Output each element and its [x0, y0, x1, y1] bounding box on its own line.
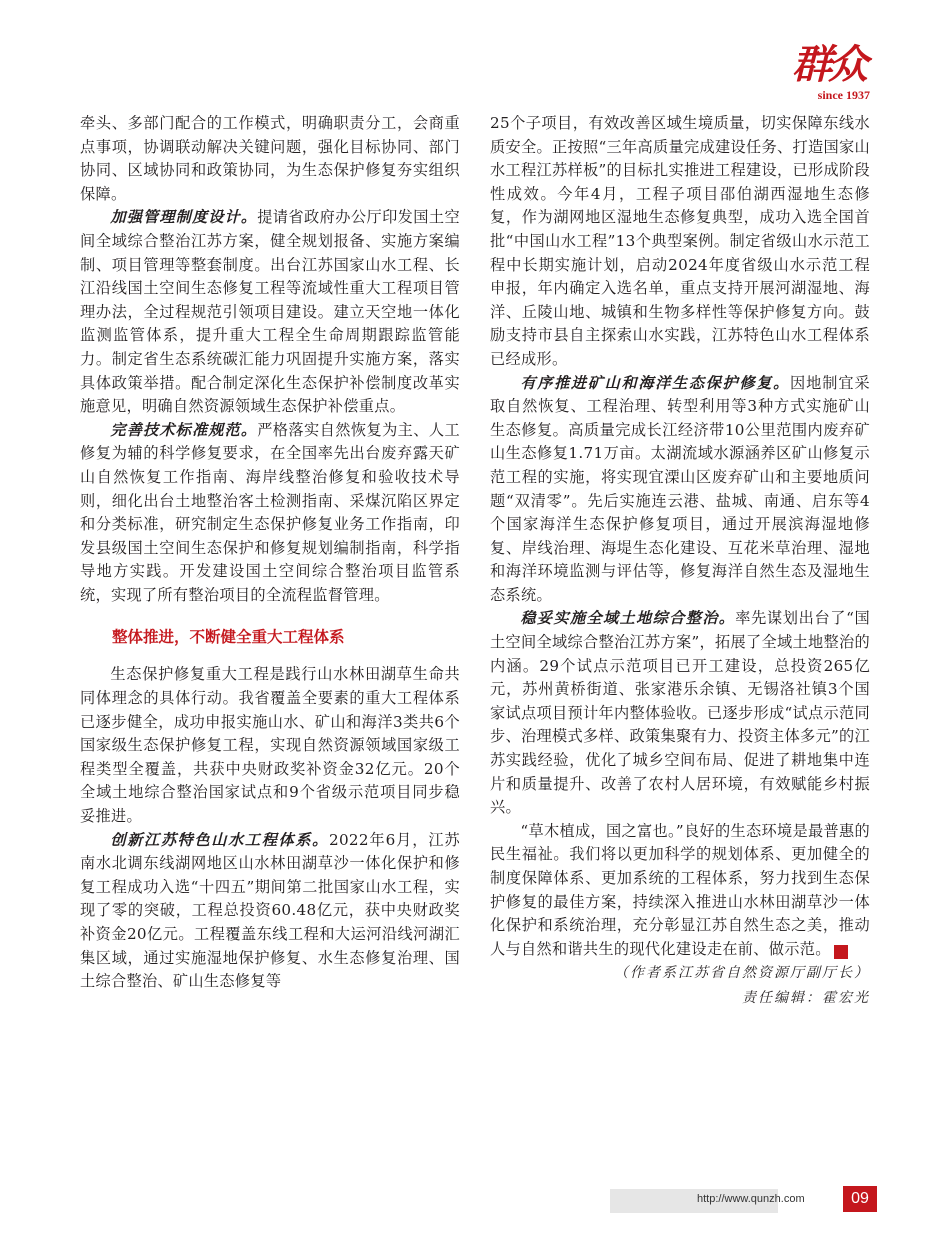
paragraph	[80, 419, 460, 608]
paragraph	[490, 372, 870, 608]
editor-credit: 责任编辑：霍宏光	[742, 990, 870, 1007]
masthead-logo	[760, 40, 870, 100]
end-mark-icon: 群	[834, 945, 848, 959]
author-credit: （作者系江苏省自然资源厅副厅长）	[614, 965, 870, 982]
paragraph-body: 严格落实自然恢复为主、人工修复为辅的科学修复要求，在全国率先出台废弃露天矿山自然恢复工作指南、海岸线整治修复和验收技术导则，细化出台土地整治客土检测指南、采煤沉陷区界定和分类标准，研究制定生态保护修复业务工作指南，印发县级国土空间生态保护和修复规划编制指南，科学指导地方实践。开发建设国土空间综合整治项目监管系统，实现了所有整治项目的全流程监督管理。	[80, 420, 460, 604]
paragraph-lead: 有序推进矿山和海洋生态保护修复。	[520, 373, 790, 392]
paragraph: 25个子项目，有效改善区域生境质量，切实保障东线水质安全。正按照“三年高质量完成建设任务、打造国家山水工程江苏样板”的目标扎实推进工程建设，已形成阶段性成效。今年4月，工程子项目邵伯湖西湿地生态修复，作为湖网地区湿地生态修复典型，成功入选全国首批“中国山水工程”13个典型案例。制定省级山水示范工程中长期实施计划，启动2024年度省级山水示范工程申报，年内确定入选名单，重点支持开展河湖湿地、海洋、丘陵山地、城镇和生物多样性等保护修复方向。鼓励支持市县自主探索山水实践，江苏特色山水工程体系已经成形。	[490, 114, 870, 368]
paragraph-body: 提请省政府办公厅印发国土空间全域综合整治江苏方案，健全规划报备、实施方案编制、项目管理等整套制度。出台江苏国家山水工程、长江沿线国土空间生态修复工程等流域性重大工程项目管理办法，全过程规范引领项目建设。建立天空地一体化监测监管体系，提升重大工程全生命周期跟踪监管能力。制定省生态系统碳汇能力巩固提升实施方案，落实具体政策举措。配合制定深化生态保护补偿制度改革实施意见，明确自然资源领域生态保护补偿重点。	[80, 208, 460, 416]
paragraph-lead: 完善技术标准规范。	[110, 420, 258, 439]
paragraph-body: “草木植成，国之富也。”良好的生态环境是最普惠的民生福祉。我们将以更加科学的规划体系、更加健全的制度保障体系、更加系统的工程体系，努力找到生态保护修复的最佳方案，持续深入推进山水林田湖草沙一体化保护和系统治理，充分彰显江苏自然生态之美，推动人与自然和谐共生的现代化建设走在前、做示范。	[490, 821, 870, 958]
paragraph	[80, 206, 460, 418]
paragraph-lead: 创新江苏特色山水工程体系。	[110, 830, 329, 849]
paragraph: 牵头、多部门配合的工作模式，明确职责分工，会商重点事项，协调联动解决关键问题，强化目标协同、部门协同、区域协同和政策协同，为生态保护修复夯实组织保障。	[80, 114, 460, 203]
paragraph: 生态保护修复重大工程是践行山水林田湖草生命共同体理念的具体行动。我省覆盖全要素的重大工程体系已逐步健全，成功申报实施山水、矿山和海洋3类共6个国家级生态保护修复工程，实现自然资源领域国家级工程类型全覆盖，共获中央财政奖补资金32亿元。20个全域土地综合整治国家试点和9个省级示范项目同步稳妥推进。	[80, 665, 460, 826]
footer-url[interactable]: http://www.qunzh.com	[697, 1193, 805, 1205]
right-column	[490, 112, 876, 1011]
brand-wordmark: 群众	[792, 41, 864, 88]
paragraph	[80, 829, 460, 994]
since-label: since 1937	[817, 88, 870, 102]
paragraph-body: 因地制宜采取自然恢复、工程治理、转型利用等3种方式实施矿山生态修复。高质量完成长江经济带10公里范围内废弃矿山生态修复1.71万亩。太湖流域水源涵养区矿山修复示范工程的实施，将实现宜溧山区废弃矿山和主要地质问题“双清零”。先后实施连云港、盐城、南通、启东等4个国家海洋生态保护修复项目，通过开展滨海湿地修复、岸线治理、海堤生态化建设、互花米草治理、湿地和海洋环境监测与评估等，修复海洋自然生态及湿地生态系统。	[490, 373, 871, 604]
paragraph	[490, 607, 870, 819]
paragraph-body: 2022年6月，江苏南水北调东线湖网地区山水林田湖草沙一体化保护和修复工程成功入选“十四五”期间第二批国家山水工程，实现了零的突破，工程总投资60.48亿元，获中央财政奖补资金20亿元。工程覆盖东线工程和大运河沿线河湖汇集区域，通过实施湿地保护修复、水生态修复治理、国土综合整治、矿山生态修复等	[80, 830, 460, 991]
section-heading: 整体推进，不断健全重大工程体系	[112, 628, 345, 647]
paragraph-lead: 稳妥实施全域土地综合整治。	[520, 609, 736, 628]
left-column	[80, 112, 460, 994]
paragraph-body: 率先谋划出台了“国土空间全域综合整治江苏方案”，拓展了全域土地整治的内涵。29个试点示范项目已开工建设，总投资265亿元，苏州黄桥街道、张家港乐余镇、无锡洛社镇3个国家试点项目预计年内整体验收。已逐步形成“试点示范同步、治理模式多样、政策集聚有力、投资主体多元”的江苏实践经验，优化了城乡空间布局、促进了耕地集中连片和质量提升、改善了农村人居环境，有效赋能乡村振兴。	[490, 609, 871, 817]
paragraph-lead: 加强管理制度设计。	[110, 208, 258, 227]
paragraph	[490, 820, 876, 962]
page-number: 09	[843, 1186, 877, 1212]
